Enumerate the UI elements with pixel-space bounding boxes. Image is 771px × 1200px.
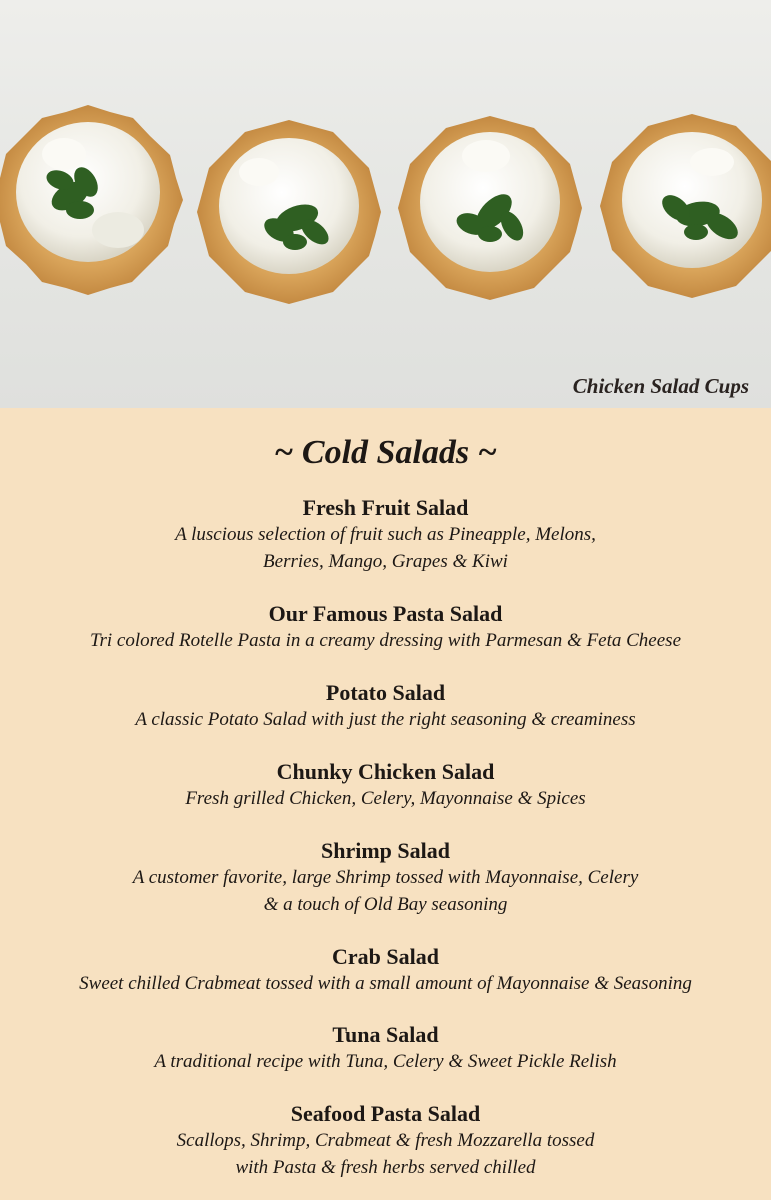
item-name: Seafood Pasta Salad: [290, 1101, 481, 1126]
item-description: A customer favorite, large Shrimp tossed with Mayonnaise, Celery: [132, 867, 639, 888]
item-description: Tri colored Rotelle Pasta in a creamy dressing with Parmesan & Feta Cheese: [89, 630, 682, 651]
item-name: Fresh Fruit Salad: [302, 495, 469, 520]
item-description: A traditional recipe with Tuna, Celery & Sweet Pickle Relish: [154, 1051, 617, 1072]
item-name: Our Famous Pasta Salad: [268, 601, 503, 626]
photo-caption: Chicken Salad Cups: [572, 374, 749, 398]
item-name: Tuna Salad: [332, 1022, 439, 1047]
chicken-salad-cups-image: [0, 0, 771, 408]
salad-cup: [197, 120, 381, 304]
item-name: Crab Salad: [332, 944, 439, 969]
item-description: with Pasta & fresh herbs served chilled: [235, 1157, 536, 1178]
menu-item: [0, 943, 771, 997]
menu-item: [0, 494, 771, 575]
salad-cup: [600, 114, 771, 298]
item-description: Berries, Mango, Grapes & Kiwi: [263, 551, 508, 572]
menu-item: [0, 1100, 771, 1181]
item-description: Fresh grilled Chicken, Celery, Mayonnaise & Spices: [185, 788, 586, 809]
menu-item: [0, 600, 771, 654]
menu-item: [0, 1021, 771, 1075]
salad-cup: [398, 116, 582, 300]
item-description: Sweet chilled Crabmeat tossed with a small amount of Mayonnaise & Seasoning: [79, 973, 692, 994]
salad-cup: [0, 105, 183, 295]
menu-item: [0, 758, 771, 812]
item-name: Shrimp Salad: [321, 838, 450, 863]
item-description: A luscious selection of fruit such as Pineapple, Melons,: [175, 524, 596, 545]
item-description: A classic Potato Salad with just the right seasoning & creaminess: [135, 709, 636, 730]
section-heading: ~ Cold Salads ~: [274, 434, 497, 471]
item-description: Scallops, Shrimp, Crabmeat & fresh Mozzarella tossed: [176, 1130, 595, 1151]
menu-item: [0, 679, 771, 733]
menu-item: [0, 837, 771, 918]
cold-salads-menu: [0, 408, 771, 1200]
item-name: Potato Salad: [325, 680, 446, 705]
item-name: Chunky Chicken Salad: [276, 759, 495, 784]
food-photo: [0, 0, 771, 408]
item-description: & a touch of Old Bay seasoning: [263, 894, 508, 915]
